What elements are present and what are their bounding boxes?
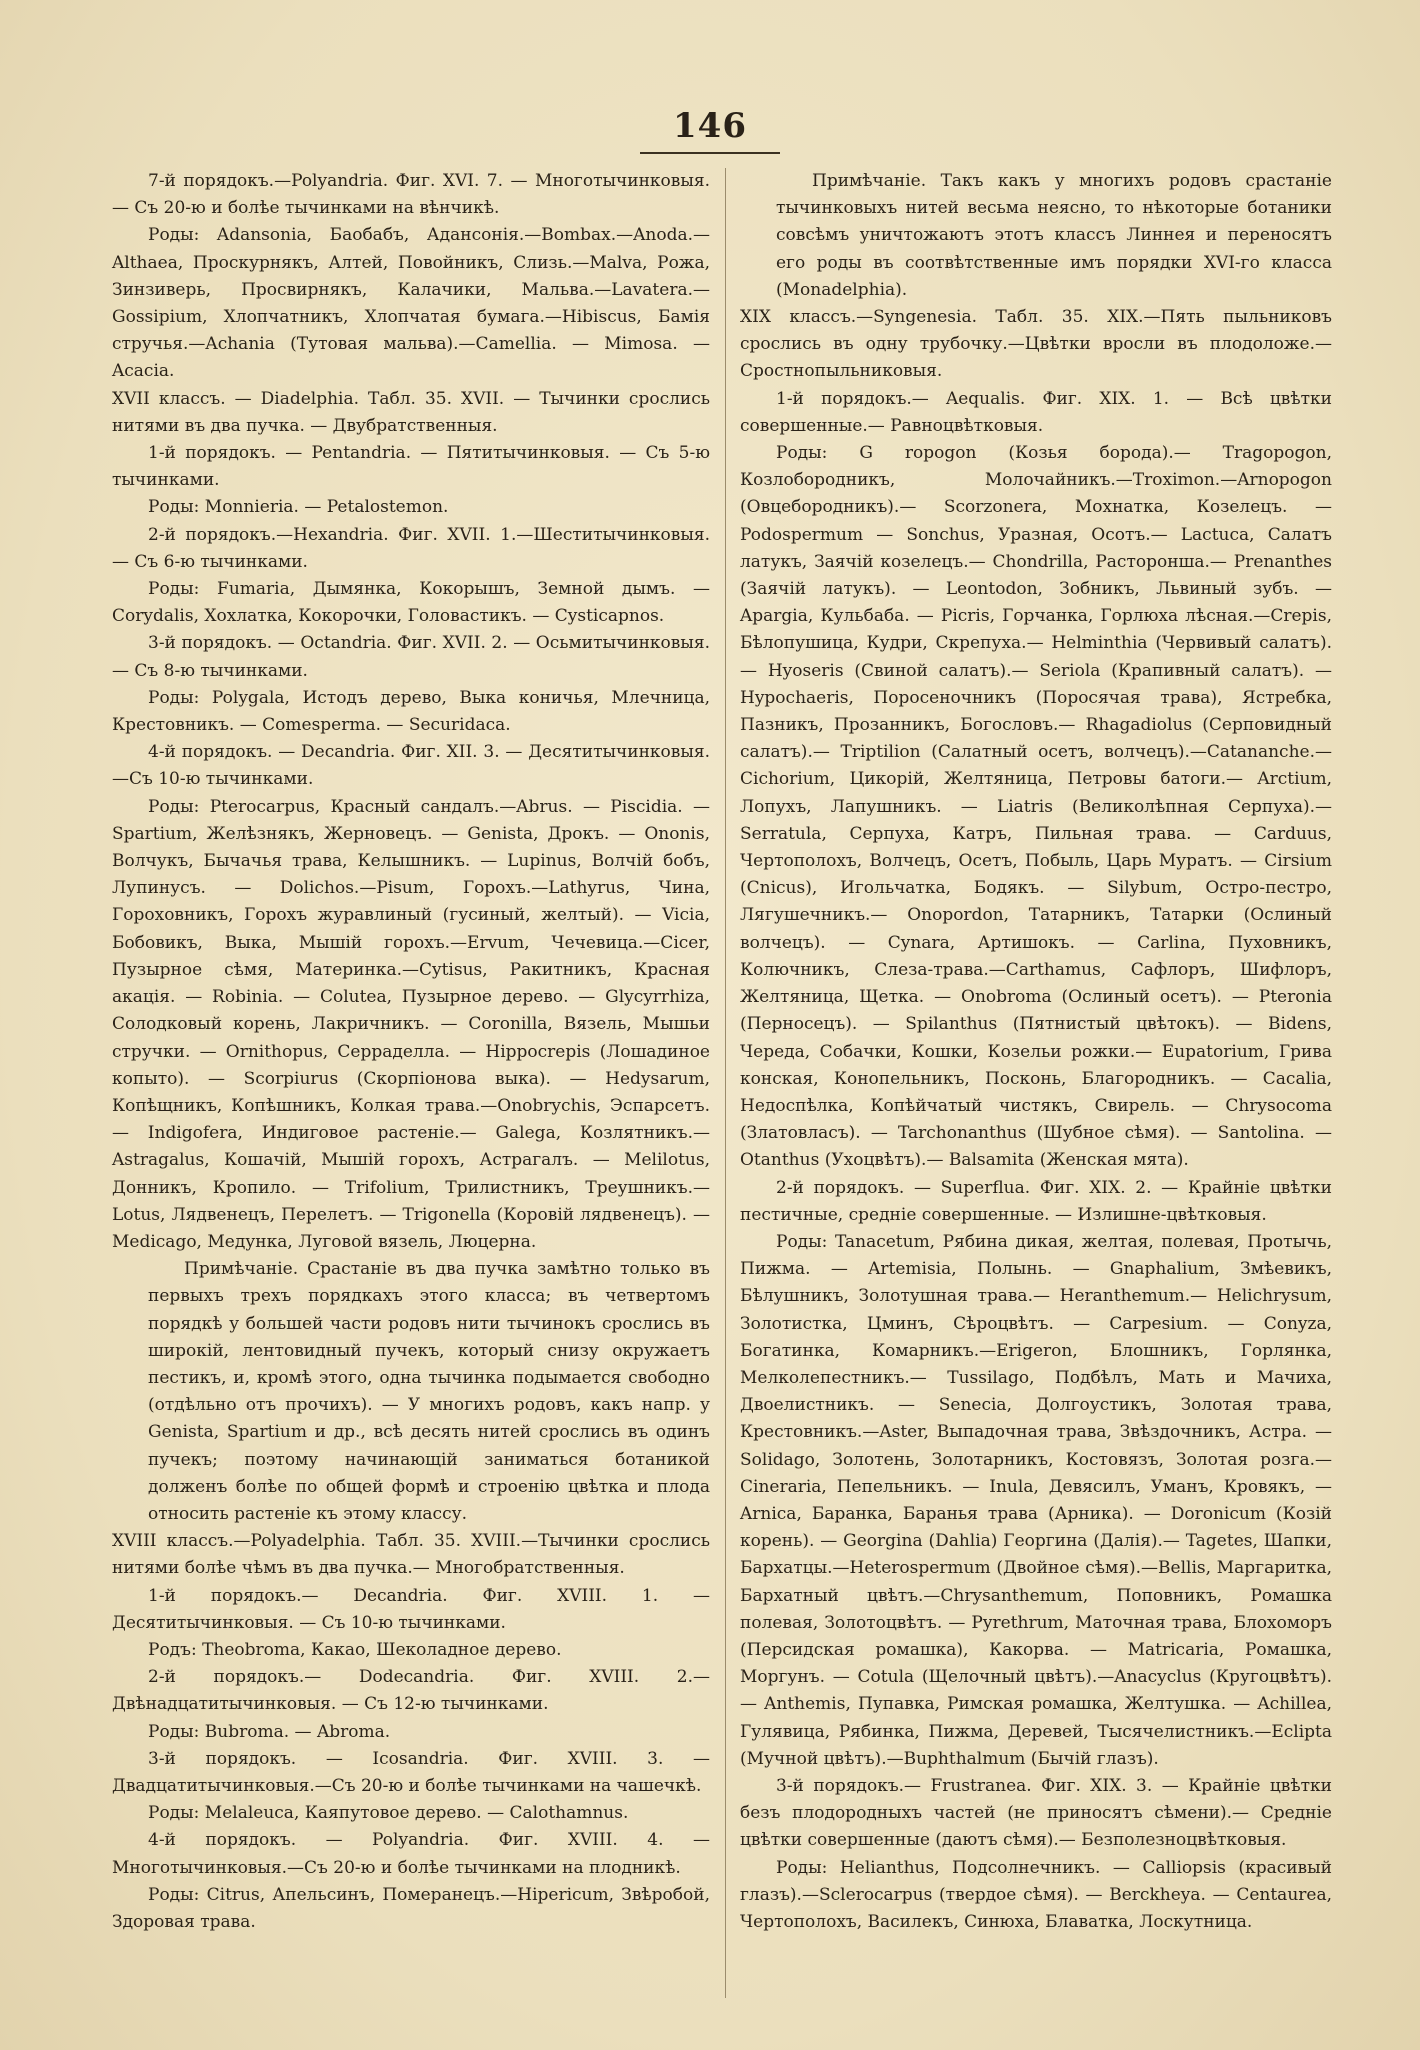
paragraph: Роды: G ropogon (Козья борода).— Tragopogon, Козлобородникъ, Молочайникъ.—Troximon.—Arnopogon (Овцебородникъ).— Scorzonera, Мохнатка, Козелецъ. — Podospermum — Sonchus, Уразная, Осотъ.— Lactuca, Салатъ латукъ, Заячій козелецъ.— Chondrilla, Расторонша.— Prenanthes (Заячій латукъ). — Leontodon, Зобникъ, Львиный зубъ. — Apargia, Кульбаба. — Picris, Горчанка, Горлюха лѣсная.—Crepis, Бѣлопушица, Кудри, Скрепуха.— Helminthia (Червивый салатъ). — Hyoseris (Свиной салатъ).— Seriola (Крапивный салатъ). — Hypochaeris, Поросеночникъ (Поросячая трава), Ястребка, Пазникъ, Прозанникъ, Богословъ.— Rhagadiolus (Серповидный салатъ).— Triptilion (Салатный осетъ, волчецъ).—Catananche.—Cichorium, Цикорій, Желтяница, Петровы батоги.— Arctium, Лопухъ, Лапушникъ. — Liatris (Великолѣпная Серпуха).—Serratula, Серпуха, Катръ, Пильная трава. — Carduus, Чертополохъ, Волчецъ, Осетъ, Побыль, Царь Муратъ. — Cirsium (Cnicus), Игольчатка, Бодякъ. — Silybum, Остро-пестро, Лягушечникъ.— Onopordon, Татарникъ, Татарки (Ослиный волчецъ). — Cynara, Артишокъ. — Carlina, Пуховникъ, Колючникъ, Слеза-трава.—Carthamus, Сафлоръ, Шифлоръ, Желтяница, Щетка. — Onobroma (Ослиный осетъ). — Pteronia (Перносецъ). — Spilanthus (Пятнистый цвѣтокъ). — Bidens, Череда, Собачки, Кошки, Козельи рожки.— Eupatorium, Грива конская, Конопельникъ, Посконь, Благородникъ. — Cacalia, Недоспѣлка, Копѣйчатый чистякъ, Свирель. — Chrysocoma (Златовласъ). — Tarchonanthus (Шубное сѣмя). — Santolina. — Otanthus (Ухоцвѣтъ).— Balsamita (Женская мята). — [740, 443, 1332, 1171]
paragraph: Роды: Monnieria. — Petalostemon. — [148, 497, 449, 518]
note-paragraph: Примѣчаніе. Срастаніе въ два пучка замѣтно только въ первыхъ трехъ порядкахъ этого класса; въ четвертомъ порядкѣ у большей части родовъ нити тычинокъ срослись въ широкій, лентовидный пучекъ, который снизу окружаетъ пестикъ, и, кромѣ этого, одна тычинка подымается свободно (отдѣльно отъ прочихъ). — У многихъ родовъ, какъ напр. у Genista, Spartium и др., всѣ десять нитей срослись въ одинъ пучекъ; поэтому начинающій заниматься ботаникой долженъ болѣе по общей формѣ и строенію цвѣтка и плода относить растеніе къ этому классу. — [148, 1259, 710, 1524]
paragraph: 4-й порядокъ. — Polyandria. Фиг. XVIII. 4. — Многотычинковыя.—Съ 20-ю и болѣе тычинками на плодникѣ. — [112, 1830, 710, 1878]
paragraph: Роды: Fumaria, Дымянка, Кокорышъ, Земной дымъ. — Corydalis, Хохлатка, Кокорочки, Головастикъ. — Cysticapnos. — [112, 579, 710, 627]
paragraph: 2-й порядокъ. — Superflua. Фиг. XIX. 2. — Крайніе цвѣтки пестичные, средніе совершенные. — Излишне-цвѣтковыя. — [740, 1177, 1332, 1225]
paragraph: 2-й порядокъ.—Hexandria. Фиг. XVII. 1.—Шеститычинковыя. — Съ 6-ю тычинками. — [112, 524, 710, 572]
right-column — [740, 168, 1332, 1936]
class-heading: XIX классъ.—Syngenesia. Табл. 35. XIX.—Пять пыльниковъ срослись въ одну трубочку.—Цвѣтки вросли въ плодоложе.— Сростнопыльниковыя. — [740, 307, 1332, 382]
paragraph: 4-й порядокъ. — Decandria. Фиг. XII. 3. — Десятитычинковыя.—Съ 10-ю тычинками. — [112, 742, 710, 790]
paragraph: Роды: Tanacetum, Рябина дикая, желтая, полевая, Протычь, Пижма. — Artemisia, Полынь. — Gnaphalium, Змѣевикъ, Бѣлушникъ, Золотушная трава.— Heranthemum.— Helichrysum, Золотистка, Цминъ, Сѣроцвѣтъ. — Carpesium. — Conyza, Богатинка, Комарникъ.—Erigeron, Блошникъ, Горлянка, Мелколепестникъ.— Tussilago, Подбѣлъ, Мать и Мачиха, Двоелистникъ. — Senecia, Долгоустикъ, Золотая трава, Крестовникъ.—Aster, Выпадочная трава, Звѣздочникъ, Астра. — Solidago, Золотень, Золотарникъ, Костовязъ, Золотая розга.—Cineraria, Пепельникъ. — Inula, Девясилъ, Уманъ, Кровякъ, — Arnica, Баранка, Баранья трава (Арника). — Doronicum (Козій корень). — Georgina (Dahlia) Георгина (Далія).— Tagetes, Шапки, Бархатцы.—Heterospermum (Двойное сѣмя).—Bellis, Маргаритка, Бархатный цвѣтъ.—Chrysanthemum, Поповникъ, Ромашка полевая, Золотоцвѣтъ. — Pyrethrum, Маточная трава, Блохоморъ (Персидская ромашка), Какорва. — Matricaria, Ромашка, Моргунъ. — Cotula (Щелочный цвѣтъ).—Anacyclus (Кругоцвѣтъ). — Anthemis, Пупавка, Римская ромашка, Желтушка. — Achillea, Гулявица, Рябинка, Пижма, Деревей, Тысячелистникъ.—Eclipta (Мучной цвѣтъ).—Buphthalmum (Бычій глазъ). — [740, 1231, 1332, 1769]
paragraph: Роды: Adansonia, Баобабъ, Адансонія.—Bombax.—Anoda.—Althaea, Проскурнякъ, Алтей, Повойникъ, Слизь.—Malva, Рожа, Зинзиверь, Просвирнякъ, Калачики, Мальва.—Lavatera.—Gossipium, Хлопчатникъ, Хлопчатая бумага.—Hibiscus, Бамія стручья.—Achania (Тутовая мальва).—Camellia. — Mimosa. — Acacia. — [112, 225, 710, 382]
page-number: 146 — [673, 106, 747, 146]
paragraph: 1-й порядокъ.— Decandria. Фиг. XVIII. 1. — Десятитычинковыя. — Съ 10-ю тычинками. — [112, 1585, 710, 1633]
paragraph: 3-й порядокъ. — Octandria. Фиг. XVII. 2. — Осьмитычинковыя.— Съ 8-ю тычинками. — [112, 633, 710, 681]
paragraph: 1-й порядокъ.— Aequalis. Фиг. XIX. 1. — Всѣ цвѣтки совершенные.— Равноцвѣтковыя. — [740, 388, 1332, 436]
class-heading: XVIII классъ.—Polyadelphia. Табл. 35. XVIII.—Тычинки срослись нитями болѣе чѣмъ въ два пучка.— Многобратственныя. — [112, 1531, 710, 1579]
paragraph: 1-й порядокъ. — Pentandria. — Пятитычинковыя. — Съ 5-ю тычинками. — [112, 443, 710, 491]
paragraph: Роды: Citrus, Апельсинъ, Померанецъ.—Hipericum, Звѣробой, Здоровая трава. — [112, 1884, 710, 1932]
paragraph: Роды: Helianthus, Подсолнечникъ. — Calliopsis (красивый глазъ).—Sclerocarpus (твердое сѣмя). — Berckheya. — Centaurea, Чертополохъ, Василекъ, Синюха, Блаватка, Лоскутница. — [740, 1857, 1332, 1932]
paragraph: Роды: Pterocarpus, Красный сандалъ.—Abrus. — Piscidia. — Spartium, Желѣзнякъ, Жерновецъ. — Genista, Дрокъ. — Ononis, Волчукъ, Бычачья трава, Келышникъ. — Lupinus, Волчій бобъ, Лупинусъ. — Dolichos.—Pisum, Горохъ.—Lathyrus, Чина, Гороховникъ, Горохъ журавлиный (гусиный, желтый). — Vicia, Бобовикъ, Выка, Мышій горохъ.—Ervum, Чечевица.—Cicer, Пузырное сѣмя, Материнка.—Cytisus, Ракитникъ, Красная акація. — Robinia. — Colutea, Пузырное дерево. — Glycyrrhiza, Солодковый корень, Лакричникъ. — Coronilla, Вязель, Мышьи стручки. — Ornithopus, Серраделла. — Hippocrepis (Лошадиное копыто). — Scorpiurus (Скорпіонова выка). — Hedysarum, Копѣщникъ, Копѣшникъ, Колкая трава.—Onobrychis, Эспарсетъ. — Indigofera, Индиговое растеніе.— Galega, Козлятникъ.—Astragalus, Кошачій, Мышій горохъ, Астрагалъ. — Melilotus, Донникъ, Кропило. — Trifolium, Трилистникъ, Треушникъ.—Lotus, Лядвенецъ, Перелетъ. — Trigonella (Коровій лядвенецъ). — Medicago, Медунка, Луговой вязель, Люцерна. — [112, 796, 710, 1252]
page-number-rule — [640, 152, 780, 154]
note-paragraph: Примѣчаніе. Такъ какъ у многихъ родовъ срастаніе тычинковыхъ нитей весьма неясно, то нѣкоторые ботаники совсѣмъ уничтожаютъ этотъ классъ Линнея и переносятъ его роды въ соотвѣтственные имъ порядки XVI-го класса (Monadelphia). — [776, 171, 1332, 300]
paragraph: Роды: Polygala, Истодъ дерево, Выка коничья, Млечница, Крестовникъ. — Comesperma. — Securidaca. — [112, 687, 710, 736]
paragraph: Роды: Bubroma. — Abroma. — [148, 1721, 391, 1742]
paragraph: 7-й порядокъ.—Polyandria. Фиг. XVI. 7. — Многотычинковыя. — Съ 20-ю и болѣе тычинками на вѣнчикѣ. — [112, 171, 710, 219]
paragraph: 3-й порядокъ. — Icosandria. Фиг. XVIII. 3. — Двадцатитычинковыя.—Съ 20-ю и болѣе тычинками на чашечкѣ. — [112, 1748, 710, 1796]
column-divider — [725, 168, 726, 1998]
paragraph: Роды: Melaleuca, Каяпутовое дерево. — Calothamnus. — [148, 1803, 629, 1824]
left-column — [112, 168, 710, 1936]
paragraph: 2-й порядокъ.— Dodecandria. Фиг. XVIII. 2.— Двѣнадцатитычинковыя. — Съ 12-ю тычинками. — [112, 1667, 710, 1715]
paragraph: 3-й порядокъ.— Frustranea. Фиг. XIX. 3. — Крайніе цвѣтки безъ плодородныхъ частей (не приносятъ сѣмени).— Средніе цвѣтки совершенные (даютъ сѣмя).— Безполезноцвѣтковыя. — [740, 1775, 1332, 1851]
class-heading: XVII классъ. — Diadelphia. Табл. 35. XVII. — Тычинки срослись нитями въ два пучка. — Двубратственныя. — [112, 388, 710, 436]
paragraph: Родъ: Theobroma, Какао, Шеколадное дерево. — [148, 1639, 562, 1660]
